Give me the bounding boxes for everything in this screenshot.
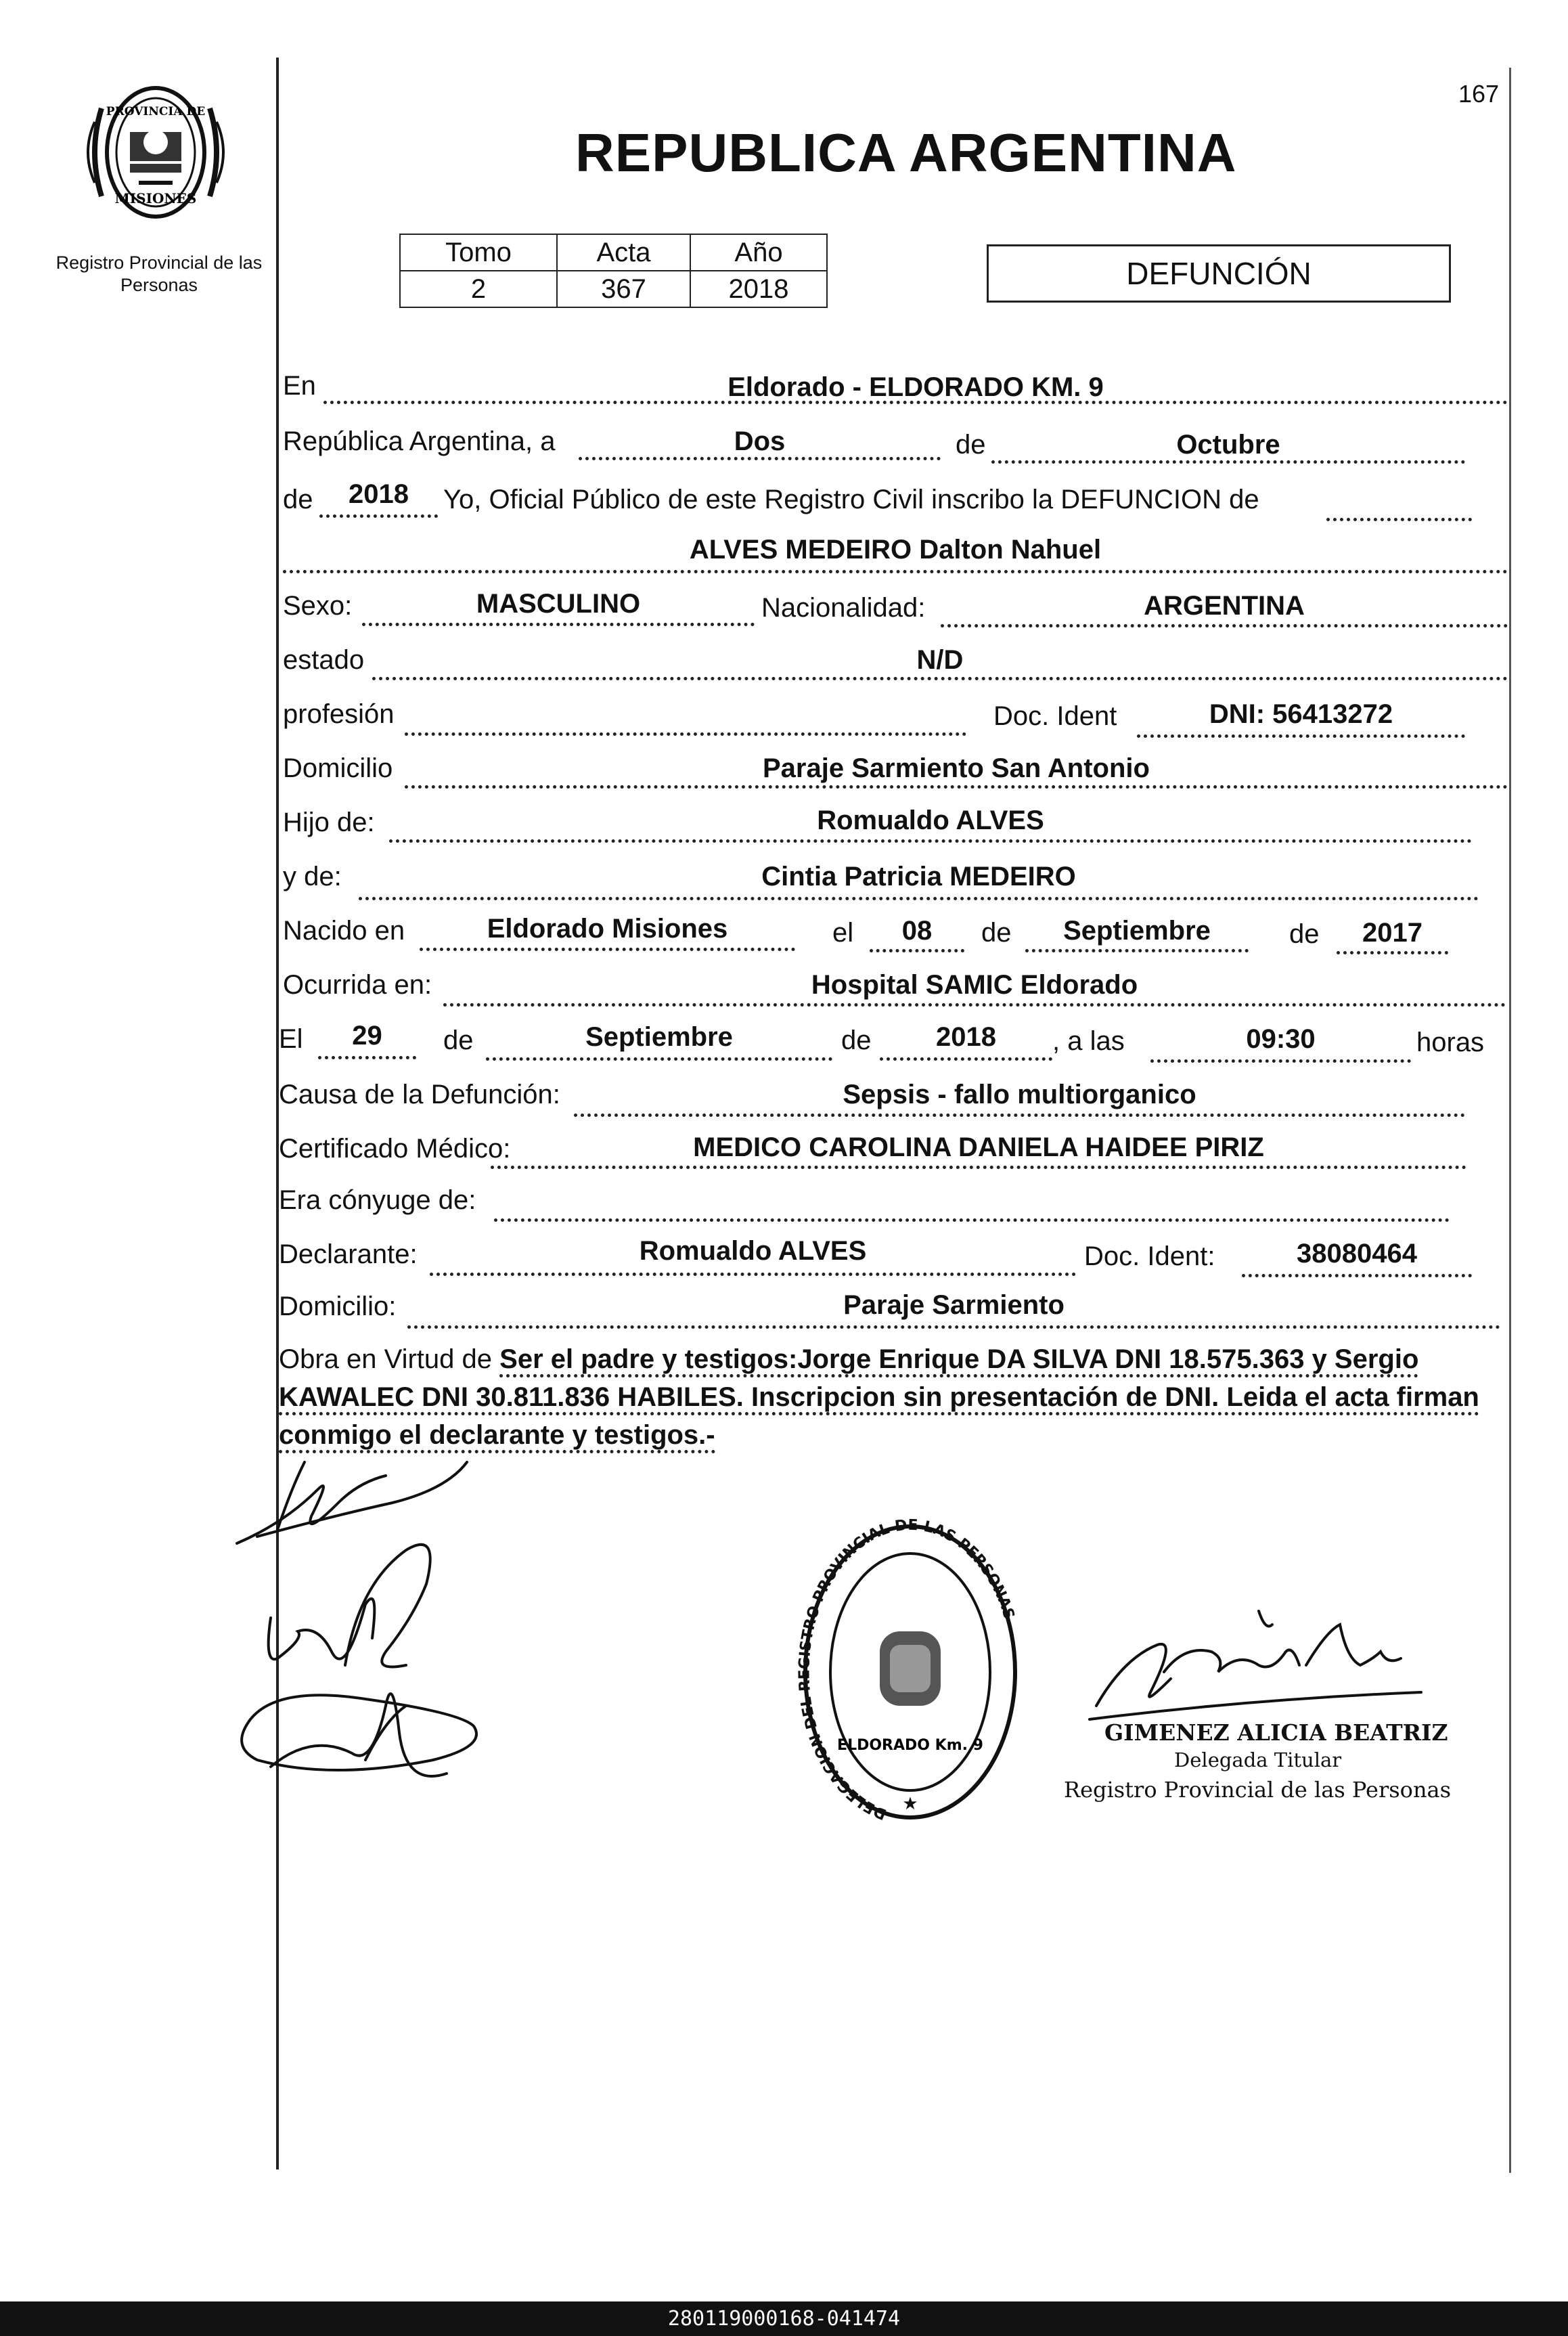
civil-status-value: N/D xyxy=(916,645,964,675)
svg-text:PROVINCIA DE: PROVINCIA DE xyxy=(106,105,206,118)
place-value: Eldorado - ELDORADO KM. 9 xyxy=(727,372,1104,402)
nationality-value: ARGENTINA xyxy=(1144,591,1305,621)
official-signature-icon xyxy=(1083,1604,1462,1726)
father-line xyxy=(389,839,1472,843)
death-day-line xyxy=(318,1056,416,1059)
sex-value: MASCULINO xyxy=(476,589,641,619)
mother-value: Cintia Patricia MEDEIRO xyxy=(761,862,1076,891)
death-time-line xyxy=(1150,1059,1411,1063)
deceased-name-value: ALVES MEDEIRO Dalton Nahuel xyxy=(689,535,1102,565)
label-obra: Obra en Virtud de xyxy=(279,1344,493,1374)
page-number: 167 xyxy=(1458,80,1500,108)
svg-text:MISIONES: MISIONES xyxy=(114,190,197,206)
label-de-4: de xyxy=(1289,919,1320,949)
official-signature-role: Delegada Titular xyxy=(1174,1748,1342,1771)
official-signature-name: GIMENEZ ALICIA BEATRIZ xyxy=(1104,1719,1448,1746)
spouse-line xyxy=(494,1218,1450,1222)
label-republica: República Argentina, a xyxy=(283,426,556,456)
death-time-value: 09:30 xyxy=(1246,1024,1316,1054)
birth-year-line xyxy=(1337,951,1448,954)
birth-month-value: Septiembre xyxy=(1063,916,1211,946)
table-header-ano: Año xyxy=(690,234,827,271)
svg-text:ELDORADO Km. 9: ELDORADO Km. 9 xyxy=(837,1737,983,1754)
cause-line xyxy=(574,1114,1465,1117)
doc-ident-value: DNI: 56413272 xyxy=(1209,699,1393,729)
death-place-line xyxy=(443,1003,1506,1007)
death-year-value: 2018 xyxy=(936,1022,996,1052)
label-el-cap: El xyxy=(279,1024,303,1054)
label-sexo: Sexo: xyxy=(283,591,353,621)
address-value: Paraje Sarmiento San Antonio xyxy=(763,753,1150,783)
birth-month-line xyxy=(1025,949,1249,952)
death-place-value: Hospital SAMIC Eldorado xyxy=(811,970,1138,1000)
label-de-6: de xyxy=(841,1026,872,1055)
witness-signatures-icon xyxy=(230,1449,535,1801)
registry-caption: Registro Provincial de las Personas xyxy=(55,252,263,295)
month-line xyxy=(991,460,1465,464)
footer-code: 280119000168-041474 xyxy=(667,2307,901,2331)
label-profesion: profesión xyxy=(283,699,395,729)
virtue-paragraph xyxy=(279,1340,1500,1454)
label-de-1: de xyxy=(956,430,986,460)
declarant-value: Romualdo ALVES xyxy=(639,1236,867,1266)
death-day-value: 29 xyxy=(352,1021,382,1051)
table-value-acta: 367 xyxy=(557,271,690,307)
label-nacionalidad: Nacionalidad: xyxy=(761,593,926,623)
declarant-line xyxy=(430,1273,1076,1276)
nationality-line xyxy=(941,624,1508,627)
record-type-box xyxy=(987,244,1451,303)
label-hijo-de: Hijo de: xyxy=(283,808,375,837)
certificate-value: MEDICO CAROLINA DANIELA HAIDEE PIRIZ xyxy=(693,1132,1264,1162)
page-title: REPUBLICA ARGENTINA xyxy=(575,123,1237,183)
address-line xyxy=(405,785,1508,789)
left-margin-line xyxy=(276,58,279,2169)
birth-year-value: 2017 xyxy=(1362,918,1423,948)
label-conyuge: Era cónyuge de: xyxy=(279,1185,476,1215)
label-estado: estado xyxy=(283,645,365,675)
table-header-tomo: Tomo xyxy=(400,234,557,271)
birth-day-value: 08 xyxy=(901,916,933,946)
label-nacido-en: Nacido en xyxy=(283,916,405,946)
footer-bar xyxy=(0,2301,1568,2336)
label-domicilio: Domicilio xyxy=(283,753,393,783)
declarant-doc-line xyxy=(1242,1274,1472,1277)
provincial-seal-icon xyxy=(74,68,237,237)
declarant-address-line xyxy=(407,1325,1500,1329)
table-value-ano: 2018 xyxy=(690,271,827,307)
label-a-las: , a las xyxy=(1052,1026,1125,1056)
label-y-de: y de: xyxy=(283,862,342,891)
virtue-value: Ser el padre y testigos:Jorge Enrique DA SILVA DNI 18.575.363 y Sergio KAWALEC DNI 30.811.836 HABILES. Inscripcion sin presentación de DNI. Leida el acta firman conmigo el declarante y testigos.- xyxy=(279,1344,1479,1453)
svg-text:★: ★ xyxy=(902,1793,918,1813)
table-value-tomo: 2 xyxy=(400,271,557,307)
mother-line xyxy=(359,897,1479,900)
registry-table-header-row xyxy=(400,234,827,271)
official-stamp-icon xyxy=(792,1506,1029,1838)
label-certificado: Certificado Médico: xyxy=(279,1134,511,1164)
label-ocurrida-en: Ocurrida en: xyxy=(283,970,432,1000)
svg-text:DELEGACION DEL REGISTRO PROVIN: DELEGACION DEL REGISTRO PROVINCIAL DE LAS PERSONAS xyxy=(796,1516,1018,1823)
month-value: Octubre xyxy=(1176,430,1280,460)
label-declarante: Declarante: xyxy=(279,1239,418,1269)
birth-place-value: Eldorado Misiones xyxy=(487,914,728,944)
label-doc-ident: Doc. Ident xyxy=(993,701,1117,731)
year-line xyxy=(319,514,438,518)
registry-table xyxy=(399,234,828,308)
record-type-label: DEFUNCIÓN xyxy=(1126,256,1312,291)
label-de-5: de xyxy=(443,1026,474,1055)
label-causa: Causa de la Defunción: xyxy=(279,1080,560,1109)
label-en: En xyxy=(283,371,316,401)
day-value: Dos xyxy=(734,426,786,456)
death-year-line xyxy=(880,1057,1052,1061)
civil-status-line xyxy=(372,677,1508,680)
profession-line xyxy=(405,732,966,736)
death-month-line xyxy=(486,1057,832,1061)
death-month-value: Septiembre xyxy=(585,1022,733,1052)
label-doc-ident-2: Doc. Ident: xyxy=(1084,1241,1215,1271)
day-line xyxy=(579,457,941,460)
cause-value: Sepsis - fallo multiorganico xyxy=(843,1080,1196,1109)
oficial-trailing-line xyxy=(1326,518,1472,521)
label-domicilio-2: Domicilio: xyxy=(279,1292,397,1321)
table-header-acta: Acta xyxy=(557,234,690,271)
birth-place-line xyxy=(420,948,795,951)
declarant-address-value: Paraje Sarmiento xyxy=(843,1290,1065,1320)
doc-ident-line xyxy=(1137,734,1465,738)
right-margin-line xyxy=(1509,68,1511,2173)
label-de-3: de xyxy=(981,918,1012,948)
declarant-doc-value: 38080464 xyxy=(1297,1239,1417,1269)
label-el: el xyxy=(832,918,854,948)
registry-table-value-row xyxy=(400,271,827,307)
official-signature-registry: Registro Provincial de las Personas xyxy=(1064,1777,1452,1803)
deceased-name-line xyxy=(283,570,1508,573)
label-horas: horas xyxy=(1416,1028,1485,1057)
year-value: 2018 xyxy=(349,479,409,509)
oficial-statement: Yo, Oficial Público de este Registro Civil inscribo la DEFUNCION de xyxy=(443,485,1259,514)
father-value: Romualdo ALVES xyxy=(817,806,1044,835)
certificate-line xyxy=(491,1166,1466,1169)
sex-line xyxy=(362,623,755,626)
label-de-2: de xyxy=(283,485,313,514)
birth-day-line xyxy=(870,949,964,952)
